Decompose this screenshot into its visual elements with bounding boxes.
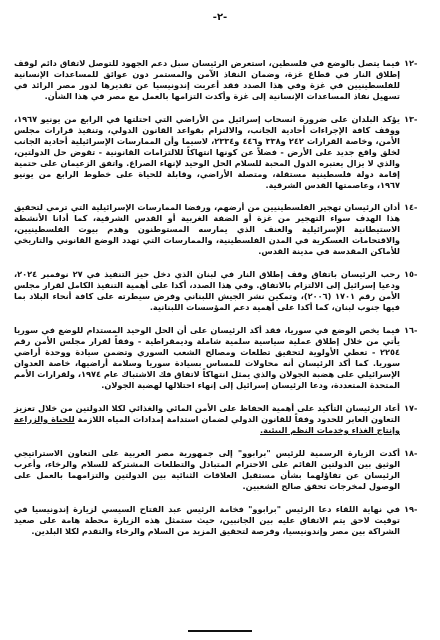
closing-rule	[188, 630, 252, 632]
paragraph-text: أكدت الزيارة الرسمية للرئيس "برابوو" إلى جمهورية مصر العربية على التعاون الاستراتيجي الوثيق بين الدولتين القائم على الاحترام المتبادل والتطلعات المشتركة للسلام والرخاء، وأعرب الرئيسان عن تفاؤلهما بشأن مستقبل العلاقات الثنائية بين الدولتين والتزامهما بالعمل على الوصول لمخرجات تحقق صالح الشعبين.	[14, 448, 400, 491]
paragraph-16	[14, 325, 428, 391]
paragraph-text: رحب الرئيسان باتفاق وقف إطلاق النار في لبنان الذي دخل حيز التنفيذ في ٢٧ نوفمبر ٢٠٢٤، ودعيا إسرائيل إلى الالتزام بالاتفاق. وفي هذا الصدد، أكدا على أهمية التنفيذ الكامل لقرار مجلس الأمن رقم ١٧٠١ (٢٠٠٦)، وتمكين نشر الجيش اللبناني وفرض سيطرته على كافة أنحاء البلاد بما فيها جنوب لبنان، كما أكدا على أهمية دعم المؤسسات اللبنانية.	[14, 269, 400, 312]
paragraph-number: ١٣-	[404, 114, 418, 124]
paragraph-13	[14, 114, 428, 191]
paragraph-number: ١٩-	[404, 504, 418, 514]
paragraph-number: ١٦-	[404, 325, 418, 335]
paragraph-15	[14, 269, 428, 313]
paragraph-number: ١٥-	[404, 269, 418, 279]
paragraph-number: ١٤-	[404, 202, 418, 212]
paragraph-18	[14, 448, 428, 492]
page-number: -٢-	[212, 12, 228, 23]
paragraph-17	[14, 403, 428, 436]
paragraph-number: ١٨-	[404, 448, 418, 458]
paragraph-text: فيما يتصل بالوضع في فلسطين، استعرض الرئيسان سبل دعم الجهود للتوصل لاتفاق دائم لوقف إطلاق النار في قطاع غزة، وضمان النفاذ الآمن والمستمر دون عوائق للمساعدات الإنسانية للفلسطينيين في غزة وفي هذا الصدد فقد أعربت إندونيسيا عن تقديرها لدور مصر الرائد في تسهيل نفاذ المساعدات الإنسانية إلى غزة وأكدت التزامها بالعمل مع مصر في هذا الشأن.	[14, 58, 400, 101]
paragraph-19	[14, 504, 428, 537]
paragraph-text: أعاد الرئيسان التأكيد على أهمية الحفاظ على الأمن المائي والغذائي لكلا الدولتين من خلال تعزيز التعاون العابر للحدود وفقاً للقانون الدولي لضمان استدامة إمدادات المياه اللازمة	[14, 403, 401, 424]
paragraph-text: في نهاية اللقاء دعا الرئيس "برابوو" فخامة الرئيس عبد الفتاح السيسي لزيارة إندونيسيا في توقيت لاحق يتم الاتفاق عليه بين الجانبين، حيث ستمثل هذه الزيارة محطة هامة على صعيد الشراكة بين مصر وإندونيسيا، وفرصة لتحقيق المزيد من السلام والرخاء والتقدم لكلا البلدين.	[14, 504, 400, 536]
paragraph-text: فيما يخص الوضع في سوريا، فقد أكد الرئيسان على أن الحل الوحيد المستدام للوضع في سوريا يأتي من خلال إطلاق عملية سياسية سلمية شاملة وديمقراطية - وفقاً لقرار مجلس الأمن رقم ٢٢٥٤ - تعطي الأولوية لتحقيق تطلعات ومصالح الشعب السوري وتضمن سيادة ووحدة أراضي سوريا. كما أكد الرئيسان أنه محاولات للمساس بسيادة سوريا وسلامة أراضيها، خاصة العدوان الإسرائيلي على هضبة الجولان والذي يمثل انتهاكاً لاتفاق فك الاشتباك عام ١٩٧٤، ولقرارات الأمم المتحدة المتعددة، ودعا الرئيسان إسرائيل إلى إنهاء احتلالها لهضبة الجولان.	[14, 325, 400, 390]
paragraph-12	[14, 58, 428, 102]
paragraph-text: أدان الرئيسان تهجير الفلسطينيين من أرضهم، ورفضا الممارسات الإسرائيلية التي ترمي لتحقيق هذا الهدف سواء التهجير من غزة أو الضفة الغربية أو القدس الشرقية، كما أدانا الأنشطة الاستيطانية الإسرائيلية والعنف الذي يمارسه المستوطنون وهدم بيوت الفلسطينيين، والاقتحامات العسكرية في المدن الفلسطينية، والممارسات التي تهدد الوضع القانوني والتاريخي للأماكن المقدسة في مدينة القدس.	[14, 202, 400, 256]
paragraph-14	[14, 202, 428, 257]
paragraph-number: ١٧-	[404, 403, 418, 413]
paragraph-number: ١٢-	[404, 58, 418, 68]
paragraph-list	[14, 58, 428, 537]
paragraph-text: يؤكد البلدان على ضرورة انسحاب إسرائيل من الأراضي التي احتلتها في الرابع من يونيو ١٩٦٧، ووقف كافة الإجراءات أحادية الجانب، والالتزام بقواعد القانون الدولي، وتنفيذ قرارات مجلس الأمن، وخاصة القرارات ٢٤٢ و٣٣٨ و٤٤٦ و٢٣٣٤، لاسيما وأن الممارسات الإسرائيلية أحادية الجانب لخلق واقع جديد على الأرض - فضلاً عن كونها انتهاكاً للالتزامات القانونية - تقوض حل الدولتين، والذي لا يزال يعتبره الدول المحبة للسلام الحل الوحيد لإنهاء الصراع. واتفق الزعيمان على حتمية إقامة دولة فلسطينية مستقلة، ومتصلة الأراضي، وقابلة للحياة على خطوط الرابع من يونيو ١٩٦٧، وعاصمتها القدس الشرقية.	[14, 114, 400, 190]
underlined-text: للحياة والزراعة وإنتاج الغذاء وخدمات النظم البيئية.	[14, 414, 400, 435]
